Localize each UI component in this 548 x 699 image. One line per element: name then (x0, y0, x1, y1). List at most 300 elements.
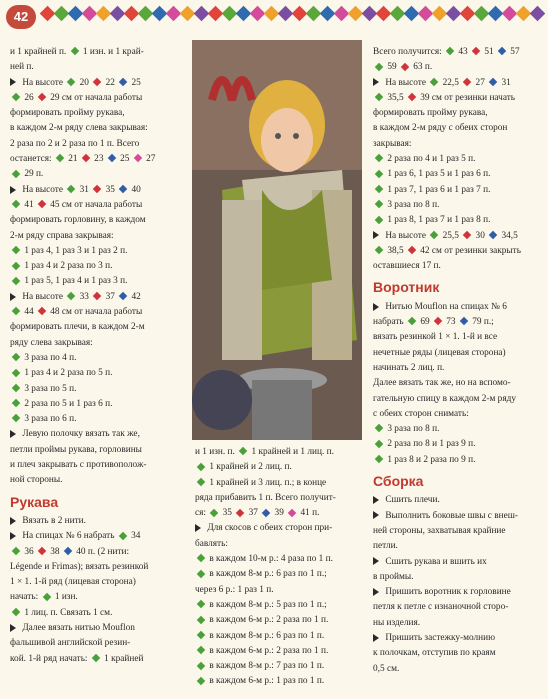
text-fragment: 42 см от резинки закрыть (417, 245, 521, 256)
text-line (10, 427, 190, 442)
text-line (373, 646, 539, 661)
photo-child-sweater (192, 40, 362, 440)
text-fragment: петли. (373, 541, 398, 552)
text-fragment: останется: (10, 154, 54, 165)
text-fragment: 39 (272, 508, 287, 519)
size-marker-icon (463, 231, 471, 239)
text-fragment: 1 изн. и 1 край- (80, 47, 144, 57)
text-line (373, 330, 539, 345)
text-fragment: ней стороны, захватывая крайние (373, 525, 506, 536)
text-fragment: Пришить застежку-молнию (383, 632, 496, 643)
step-arrow-icon (195, 524, 201, 532)
text-line (195, 583, 363, 598)
text-line (10, 560, 190, 575)
text-fragment: 22,5 (440, 77, 462, 88)
text-fragment: кой. 1-й ряд начать: (10, 653, 90, 664)
text-fragment: На высоте (383, 77, 429, 88)
text-line (10, 336, 190, 351)
text-line (10, 529, 190, 544)
text-fragment: 29 см от начала работы (47, 92, 143, 103)
step-arrow-icon (10, 532, 16, 540)
text-line (10, 290, 190, 305)
text-fragment: 3 раза по 6 п. (22, 414, 77, 425)
size-marker-icon (12, 307, 20, 315)
text-fragment: формировать горловину, в каждом (10, 215, 146, 226)
assembly-instructions (373, 493, 539, 677)
text-fragment: в проймы. (373, 571, 414, 582)
text-line (373, 244, 539, 259)
text-line (10, 137, 190, 152)
text-line (373, 183, 539, 198)
text-line (10, 412, 190, 427)
text-fragment: Сшить плечи. (383, 495, 440, 506)
text-fragment: 1 раз 8, 1 раз 7 и 1 раз 8 п. (385, 215, 491, 226)
text-line (10, 167, 190, 182)
size-marker-icon (236, 508, 244, 516)
text-fragment: 37 (103, 291, 118, 302)
text-fragment: Далее вязать так же, но на вспомо- (373, 378, 511, 389)
text-line (373, 152, 539, 167)
size-marker-icon (408, 93, 416, 101)
text-fragment: вязать резинкой 1 × 1. 1-й и все (373, 332, 498, 343)
text-line (195, 674, 363, 689)
size-marker-icon (197, 569, 205, 577)
step-arrow-icon (10, 430, 16, 438)
text-fragment: 35 (220, 508, 235, 519)
size-marker-icon (67, 292, 75, 300)
step-arrow-icon (373, 557, 379, 565)
text-fragment: На высоте (20, 184, 66, 195)
text-line (195, 491, 363, 506)
text-line (10, 274, 190, 289)
size-marker-icon (67, 78, 75, 86)
text-line (195, 629, 363, 644)
text-fragment: 35,5 (385, 92, 406, 103)
text-line (373, 76, 539, 91)
text-line (10, 229, 190, 244)
size-marker-icon (12, 368, 20, 376)
text-fragment: формировать пройму рукава, (373, 108, 488, 119)
text-line (373, 539, 539, 554)
text-fragment: фальшивой английской резин- (10, 638, 131, 649)
step-arrow-icon (10, 186, 16, 194)
step-arrow-icon (373, 588, 379, 596)
size-marker-icon (134, 154, 142, 162)
text-fragment: к полочкам, отступив по краям (373, 648, 496, 659)
size-marker-icon (197, 677, 205, 685)
text-fragment: петли проймы рукава, горловины (10, 444, 142, 455)
text-line (373, 493, 539, 508)
size-marker-icon (70, 47, 78, 55)
step-arrow-icon (10, 78, 16, 86)
text-line (195, 506, 363, 521)
text-line (373, 585, 539, 600)
right-instructions (373, 45, 539, 274)
text-line (10, 320, 190, 335)
text-line (10, 458, 190, 473)
size-marker-icon (375, 169, 383, 177)
text-fragment: и 1 крайней п. (10, 47, 69, 57)
size-marker-icon (38, 93, 46, 101)
text-fragment: 1 крайней и 2 лиц. п. (207, 462, 292, 473)
size-marker-icon (460, 317, 468, 325)
size-marker-icon (430, 231, 438, 239)
text-fragment: 59 (385, 62, 399, 73)
text-line (10, 366, 190, 381)
text-fragment: 63 п. (410, 62, 433, 73)
size-marker-icon (12, 169, 20, 177)
size-marker-icon (375, 455, 383, 463)
text-fragment: бавлять: (195, 538, 228, 549)
size-marker-icon (408, 317, 416, 325)
text-line (10, 259, 190, 274)
text-fragment: 33 (77, 291, 92, 302)
text-fragment: 21 (65, 154, 80, 165)
size-marker-icon (12, 608, 20, 616)
text-fragment: 31 (77, 184, 92, 195)
text-line (10, 76, 190, 91)
text-line (373, 45, 539, 60)
text-fragment: Légende и Frimas); вязать резинкой (10, 561, 149, 572)
text-fragment: 1 раз 5, 1 раз 4 и 1 раз 3 п. (22, 276, 128, 287)
text-fragment: 2 раза по 2 и 2 раза по 1 п. Всего (10, 138, 140, 149)
text-line (195, 537, 363, 552)
text-line (10, 575, 190, 590)
text-fragment: 1 крайней и 1 лиц. п. (249, 447, 334, 457)
size-marker-icon (197, 646, 205, 654)
text-fragment: 1 раз 6, 1 раз 5 и 1 раз 6 п. (385, 169, 491, 180)
size-marker-icon (375, 424, 383, 432)
section-title-assembly: Сборка (373, 473, 424, 490)
text-fragment: На высоте (20, 291, 66, 302)
size-marker-icon (375, 200, 383, 208)
text-fragment: 2 раза по 5 и 1 раз 6 п. (22, 398, 113, 409)
size-marker-icon (82, 154, 90, 162)
text-fragment: 57 (507, 47, 520, 57)
text-fragment: 1 изн. (52, 592, 78, 603)
size-marker-icon (12, 277, 20, 285)
size-marker-icon (401, 62, 409, 70)
text-line (195, 476, 363, 491)
text-fragment: 79 п.; (469, 317, 494, 328)
size-marker-icon (12, 547, 20, 555)
text-line (195, 445, 363, 460)
size-marker-icon (375, 185, 383, 193)
size-marker-icon (446, 47, 454, 55)
text-fragment: ряда прибавить 1 п. Всего получит- (195, 492, 336, 503)
text-fragment: 26 (22, 92, 36, 103)
size-marker-icon (375, 93, 383, 101)
step-arrow-icon (10, 624, 16, 632)
text-fragment: начинать 2 лиц. п. (373, 362, 445, 373)
text-fragment: ны изделия. (373, 617, 421, 628)
step-arrow-icon (373, 231, 379, 239)
size-marker-icon (197, 631, 205, 639)
text-fragment: 2-м ряду справа закрывая: (10, 230, 114, 241)
text-line (373, 524, 539, 539)
text-fragment: в каждом 2-м ряду слева закрывая: (10, 123, 148, 134)
text-line (10, 351, 190, 366)
text-fragment: 41 п. (298, 508, 320, 519)
size-marker-icon (375, 62, 383, 70)
size-marker-icon (38, 200, 46, 208)
text-line (373, 198, 539, 213)
text-fragment: Нитью Mouflon на спицах № 6 (383, 301, 507, 312)
column-right (373, 45, 539, 677)
size-marker-icon (489, 78, 497, 86)
text-fragment: Для скосов с обеих сторон при- (205, 523, 333, 534)
size-marker-icon (38, 307, 46, 315)
text-line (10, 305, 190, 320)
text-line (373, 407, 539, 422)
text-line (373, 60, 539, 75)
size-marker-icon (375, 440, 383, 448)
text-fragment: ряду слева закрывая: (10, 337, 93, 348)
text-fragment: 25 (117, 154, 132, 165)
text-line (373, 570, 539, 585)
size-marker-icon (119, 292, 127, 300)
text-fragment: гательную спицу в каждом 2-м ряду (373, 393, 516, 404)
text-fragment: 44 (22, 307, 36, 318)
text-fragment: 1 лиц. п. Связать 1 см. (22, 607, 113, 618)
text-fragment: нечетные ряды (лицевая сторона) (373, 347, 506, 358)
text-line (10, 590, 190, 605)
text-line (10, 397, 190, 412)
text-fragment: 40 п. (2 нити: (73, 546, 130, 557)
text-line (10, 636, 190, 651)
text-fragment: 1 раз 8 и 2 раза по 9 п. (385, 454, 476, 465)
text-fragment: Сшить рукава и вшить их (383, 556, 487, 567)
size-marker-icon (210, 508, 218, 516)
text-fragment: Вязать в 2 нити. (20, 515, 86, 526)
text-fragment: 20 (77, 77, 92, 88)
text-fragment: с обеих сторон снимать: (373, 408, 469, 419)
text-fragment: ся: (195, 508, 209, 519)
size-marker-icon (197, 615, 205, 623)
text-fragment: Всего получится: (373, 47, 445, 57)
middle-instructions (195, 445, 363, 690)
text-line (373, 662, 539, 677)
text-fragment: начать: (10, 592, 41, 603)
size-marker-icon (12, 261, 20, 269)
text-fragment: 38 (47, 546, 62, 557)
text-fragment: 40 (129, 184, 141, 195)
step-arrow-icon (373, 496, 379, 504)
text-fragment: 31 (499, 77, 511, 88)
text-fragment: 3 раза по 4 п. (22, 352, 77, 363)
size-marker-icon (93, 185, 101, 193)
text-line (373, 213, 539, 228)
text-fragment: в каждом 8-м р.: 7 раз по 1 п. (207, 661, 325, 672)
text-fragment: петля к петле с изнаночной сторо- (373, 602, 509, 613)
text-line (10, 606, 190, 621)
text-fragment: в каждом 8-м р.: 6 раз по 1 п.; (207, 569, 327, 580)
size-marker-icon (12, 399, 20, 407)
text-fragment: 1 раз 4 и 2 раза по 5 п. (22, 368, 113, 379)
size-marker-icon (239, 447, 247, 455)
decorative-header-strip (0, 0, 548, 34)
size-marker-icon (119, 185, 127, 193)
text-fragment: 29 п. (22, 169, 44, 180)
text-fragment: 2 раза по 4 и 1 раз 5 п. (385, 154, 476, 165)
text-line (373, 91, 539, 106)
text-line (373, 616, 539, 631)
text-fragment: 1 раз 4, 1 раз 3 и 1 раз 2 п. (22, 245, 128, 256)
text-fragment: 69 (418, 317, 432, 328)
text-fragment: 38,5 (385, 245, 406, 256)
text-fragment: 45 см от начала работы (47, 199, 143, 210)
text-line (373, 631, 539, 646)
text-line (10, 621, 190, 636)
text-line (373, 229, 539, 244)
text-fragment: Левую полочку вязать так же, (20, 429, 140, 440)
text-line (10, 213, 190, 228)
size-marker-icon (430, 78, 438, 86)
text-fragment: 48 см от начала работы (47, 307, 143, 318)
size-marker-icon (12, 200, 20, 208)
size-marker-icon (197, 600, 205, 608)
text-fragment: в каждом 2-м ряду с обеих сторон закрывая: (373, 123, 508, 149)
size-marker-icon (472, 47, 480, 55)
text-fragment: 27 (473, 77, 488, 88)
size-marker-icon (56, 154, 64, 162)
text-line (373, 437, 539, 452)
text-line (195, 521, 363, 536)
text-fragment: формировать плечи, в каждом 2-м (10, 322, 145, 333)
step-arrow-icon (373, 511, 379, 519)
size-marker-icon (197, 462, 205, 470)
text-fragment: в каждом 6-м р.: 2 раза по 1 п. (207, 645, 329, 656)
text-fragment: На высоте (20, 77, 66, 88)
text-line (373, 509, 539, 524)
text-line (373, 392, 539, 407)
text-fragment: 27 (143, 154, 156, 165)
text-line (10, 514, 190, 529)
diamond-mark (530, 6, 546, 22)
text-fragment: 3 раза по 8 п. (385, 199, 440, 210)
text-line (373, 167, 539, 182)
size-marker-icon (197, 554, 205, 562)
section-title-collar: Воротник (373, 279, 440, 296)
size-marker-icon (12, 414, 20, 422)
text-fragment: Далее вязать нитью Mouflon (20, 622, 135, 633)
text-fragment: Выполнить боковые швы с внеш- (383, 510, 518, 521)
text-line (373, 259, 539, 274)
text-fragment: 1 раз 4 и 2 раза по 3 п. (22, 261, 113, 272)
text-fragment: формировать пройму рукава, (10, 108, 125, 119)
text-fragment: На высоте (383, 230, 429, 241)
text-line (373, 600, 539, 615)
text-line (195, 659, 363, 674)
text-fragment: 34 (128, 531, 141, 542)
text-line (10, 60, 190, 75)
text-line (10, 545, 190, 560)
size-marker-icon (463, 78, 471, 86)
text-fragment: 30 (473, 230, 488, 241)
text-fragment: 39 см от резинки начать (417, 92, 516, 103)
text-line (373, 453, 539, 468)
step-arrow-icon (10, 517, 16, 525)
size-marker-icon (12, 246, 20, 254)
text-fragment: 1 крайней (101, 653, 144, 664)
size-marker-icon (119, 78, 127, 86)
step-arrow-icon (373, 78, 379, 86)
text-line (373, 361, 539, 376)
text-line (373, 346, 539, 361)
size-marker-icon (67, 185, 75, 193)
step-arrow-icon (373, 303, 379, 311)
size-marker-icon (12, 384, 20, 392)
text-line (195, 552, 363, 567)
text-fragment: Пришить воротник к горловине (383, 587, 511, 598)
text-fragment: 1 × 1. 1-й ряд (лицевая сторона) (10, 577, 136, 588)
size-marker-icon (119, 531, 127, 539)
text-line (195, 567, 363, 582)
text-fragment: 41 (22, 199, 36, 210)
text-line (10, 198, 190, 213)
section-title-sleeves: Рукава (10, 493, 59, 510)
size-marker-icon (64, 547, 72, 555)
text-fragment: 35 (103, 184, 118, 195)
text-line (10, 91, 190, 106)
text-line (373, 315, 539, 330)
left-instructions (10, 45, 190, 489)
text-fragment: оставшиеся 17 п. (373, 261, 441, 272)
size-marker-icon (93, 78, 101, 86)
text-fragment: 1 раз 7, 1 раз 6 и 1 раз 7 п. (385, 184, 491, 195)
text-fragment: 22 (103, 77, 118, 88)
text-fragment: 2 раза по 8 и 1 раз 9 п. (385, 439, 476, 450)
text-fragment: в каждом 6-м р.: 1 раз по 1 п. (207, 676, 325, 687)
text-line (373, 121, 539, 152)
text-line (10, 382, 190, 397)
size-marker-icon (38, 547, 46, 555)
column-left (10, 45, 190, 667)
text-fragment: 0,5 см. (373, 663, 400, 674)
size-marker-icon (375, 215, 383, 223)
text-line (373, 555, 539, 570)
text-fragment: 3 раза по 8 п. (385, 424, 440, 435)
step-arrow-icon (10, 293, 16, 301)
text-line (195, 644, 363, 659)
text-line (10, 106, 190, 121)
size-marker-icon (498, 47, 506, 55)
text-line (373, 422, 539, 437)
size-marker-icon (42, 593, 50, 601)
diamond-border (42, 8, 543, 19)
text-line (10, 473, 190, 488)
text-fragment: 1 крайней и 3 лиц. п.; в конце (207, 477, 327, 488)
text-fragment: в каждом 8-м р.: 5 раз по 1 п.; (207, 599, 327, 610)
size-marker-icon (288, 508, 296, 516)
text-fragment: 25 (129, 77, 141, 88)
text-line (10, 45, 190, 60)
size-marker-icon (375, 154, 383, 162)
text-fragment: 25,5 (440, 230, 462, 241)
column-middle (195, 445, 363, 690)
text-line (10, 652, 190, 667)
size-marker-icon (12, 93, 20, 101)
text-fragment: 23 (91, 154, 106, 165)
text-fragment: в каждом 8-м р.: 6 раз по 1 п. (207, 630, 325, 641)
text-fragment: 36 (22, 546, 36, 557)
text-fragment: ней п. (10, 62, 34, 73)
size-marker-icon (489, 231, 497, 239)
text-line (373, 106, 539, 121)
size-marker-icon (108, 154, 116, 162)
text-fragment: через 6 р.: 1 раз 1 п. (195, 584, 274, 595)
text-fragment: 34,5 (499, 230, 518, 241)
